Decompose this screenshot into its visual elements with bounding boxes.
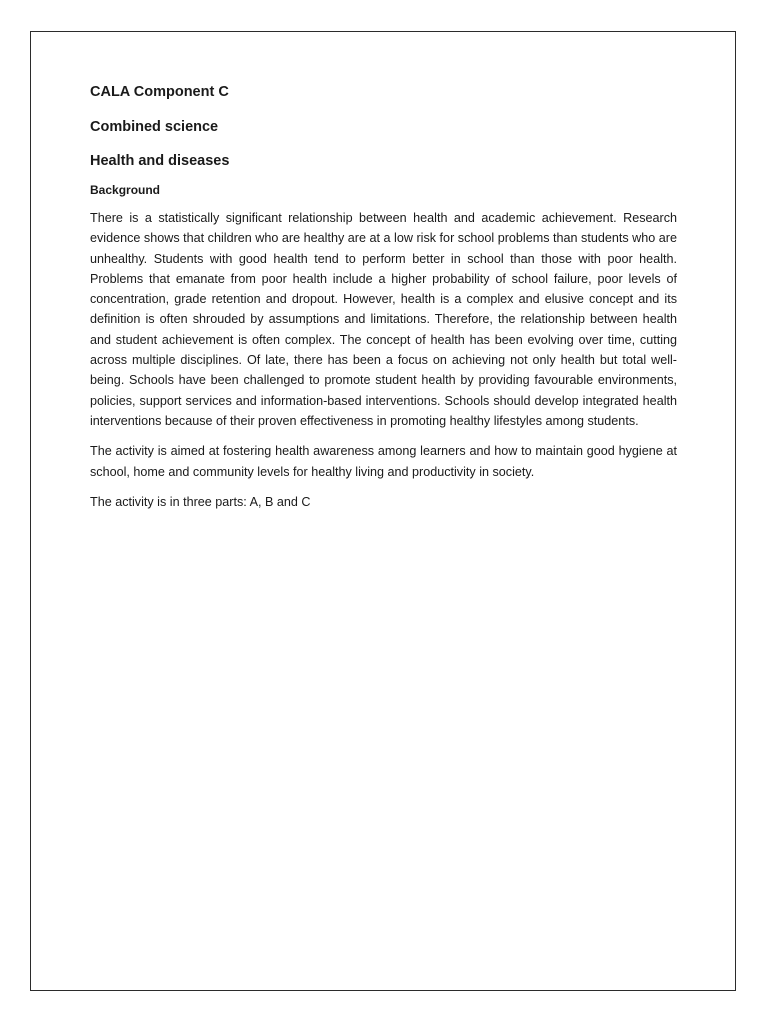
document-body bbox=[90, 82, 677, 522]
section-heading-background: Background bbox=[90, 183, 161, 197]
paragraph-background: There is a statistically significant relationship between health and academic achievement. Research evidence shows that children who are healthy are at a low risk for school problems than students who are unhealthy. Students with good health tend to perform better in school than those with poor health. Problems that emanate from poor health include a higher probability of school failure, poor levels of concentration, grade retention and dropout. However, health is a complex and elusive concept and its definition is often shrouded by assumptions and limitations. Therefore, the relationship between health and student achievement is often complex. The concept of health has been evolving over time, cutting across multiple disciplines. Of late, there has been a focus on achieving not only health but total well-being. Schools have been challenged to promote student health by providing favourable environments, policies, support services and information-based interventions. Schools should develop integrated health interventions because of their proven effectiveness in promoting healthy lifestyles among students. bbox=[90, 211, 677, 428]
paragraph-activity-parts: The activity is in three parts: A, B and C bbox=[90, 494, 311, 509]
subject-heading: Combined science bbox=[90, 119, 219, 135]
document-title: CALA Component C bbox=[90, 84, 229, 100]
paragraph-activity-aim: The activity is aimed at fostering health awareness among learners and how to maintain good hygiene at school, home and community levels for healthy living and productivity in society. bbox=[90, 444, 677, 479]
topic-heading: Health and diseases bbox=[90, 153, 230, 169]
